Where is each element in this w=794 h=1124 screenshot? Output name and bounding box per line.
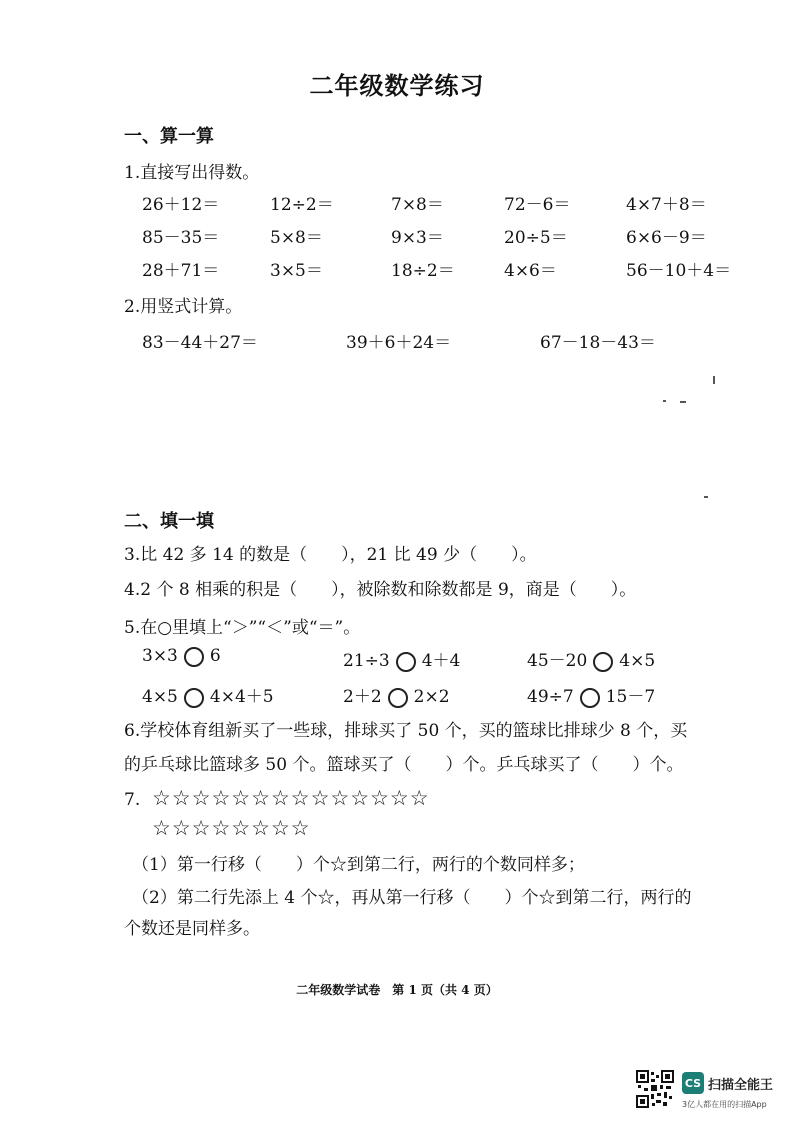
calc-item: 6×6－9＝ xyxy=(626,228,707,248)
question-5-label: 5.在○里填上“＞”“＜”或“＝”。 xyxy=(124,618,361,638)
question-4: 4.2 个 8 相乘的积是（ ），被除数和除数都是 9，商是（ ）。 xyxy=(124,580,637,600)
page-footer: 二年级数学试卷 第 1 页（共 4 页） xyxy=(296,983,498,997)
answer-circle[interactable] xyxy=(593,652,613,672)
comparison-item: 3×3 6 xyxy=(142,646,221,666)
watermark-app-name: 扫描全能王 xyxy=(708,1078,774,1093)
answer-circle[interactable] xyxy=(388,688,408,708)
calc-item: 9×3＝ xyxy=(391,228,444,248)
calc-item: 4×7＋8＝ xyxy=(626,195,707,215)
watermark-tagline: 3亿人都在用的扫描App xyxy=(682,1100,767,1109)
section-2-heading: 二、填一填 xyxy=(124,511,214,532)
vertical-calc-item: 83－44＋27＝ xyxy=(142,333,258,353)
page-title: 二年级数学练习 xyxy=(309,71,485,100)
question-7-sub-1: （1）第一行移（ ）个☆到第二行，两行的个数同样多； xyxy=(132,855,585,875)
scan-speck xyxy=(663,400,666,402)
scan-speck xyxy=(704,496,708,498)
calc-item: 3×5＝ xyxy=(270,261,323,281)
calc-item: 18÷2＝ xyxy=(391,261,455,281)
calc-item: 28＋71＝ xyxy=(142,261,220,281)
comparison-item: 2＋2 2×2 xyxy=(343,687,450,707)
calc-item: 7×8＝ xyxy=(391,195,444,215)
comparison-item: 4×5 4×4＋5 xyxy=(142,687,274,707)
star-row-2: ☆☆☆☆☆☆☆☆ xyxy=(152,816,311,840)
vertical-calc-item: 67－18－43＝ xyxy=(540,333,656,353)
answer-circle[interactable] xyxy=(396,652,416,672)
answer-circle[interactable] xyxy=(184,688,204,708)
calc-item: 26＋12＝ xyxy=(142,195,220,215)
question-6-line-1: 6.学校体育组新买了一些球，排球买了 50 个，买的篮球比排球少 8 个，买 xyxy=(124,721,688,741)
calc-item: 12÷2＝ xyxy=(270,195,334,215)
comparison-item: 21÷3 4＋4 xyxy=(343,651,461,671)
question-7-sub-2-line-1: （2）第二行先添上 4 个☆，再从第一行移（ ）个☆到第二行，两行的 xyxy=(132,888,692,908)
question-3: 3.比 42 多 14 的数是（ ），21 比 49 少（ ）。 xyxy=(124,545,537,565)
calc-item: 72－6＝ xyxy=(504,195,571,215)
question-7-sub-2-line-2: 个数还是同样多。 xyxy=(124,919,260,939)
star-row-1: ☆☆☆☆☆☆☆☆☆☆☆☆☆☆ xyxy=(152,786,430,810)
calc-item: 4×6＝ xyxy=(504,261,557,281)
scan-speck xyxy=(680,401,686,403)
camscanner-logo-icon: CS xyxy=(682,1072,704,1094)
calc-item: 56－10＋4＝ xyxy=(626,261,732,281)
question-2-label: 2.用竖式计算。 xyxy=(124,297,243,317)
answer-circle[interactable] xyxy=(580,688,600,708)
calc-item: 5×8＝ xyxy=(270,228,323,248)
scan-speck xyxy=(713,376,715,384)
question-1-label: 1.直接写出得数。 xyxy=(124,163,260,183)
answer-circle[interactable] xyxy=(184,647,204,667)
question-6-line-2: 的乒乓球比篮球多 50 个。篮球买了（ ）个。乒乓球买了（ ）个。 xyxy=(124,755,684,775)
qr-code-icon xyxy=(636,1070,674,1108)
comparison-item: 45－20 4×5 xyxy=(527,651,656,671)
question-7-label: 7. xyxy=(124,790,141,810)
section-1-heading: 一、算一算 xyxy=(124,126,214,147)
calc-item: 85－35＝ xyxy=(142,228,220,248)
comparison-item: 49÷7 15－7 xyxy=(527,687,656,707)
vertical-calc-item: 39＋6＋24＝ xyxy=(346,333,452,353)
calc-item: 20÷5＝ xyxy=(504,228,568,248)
